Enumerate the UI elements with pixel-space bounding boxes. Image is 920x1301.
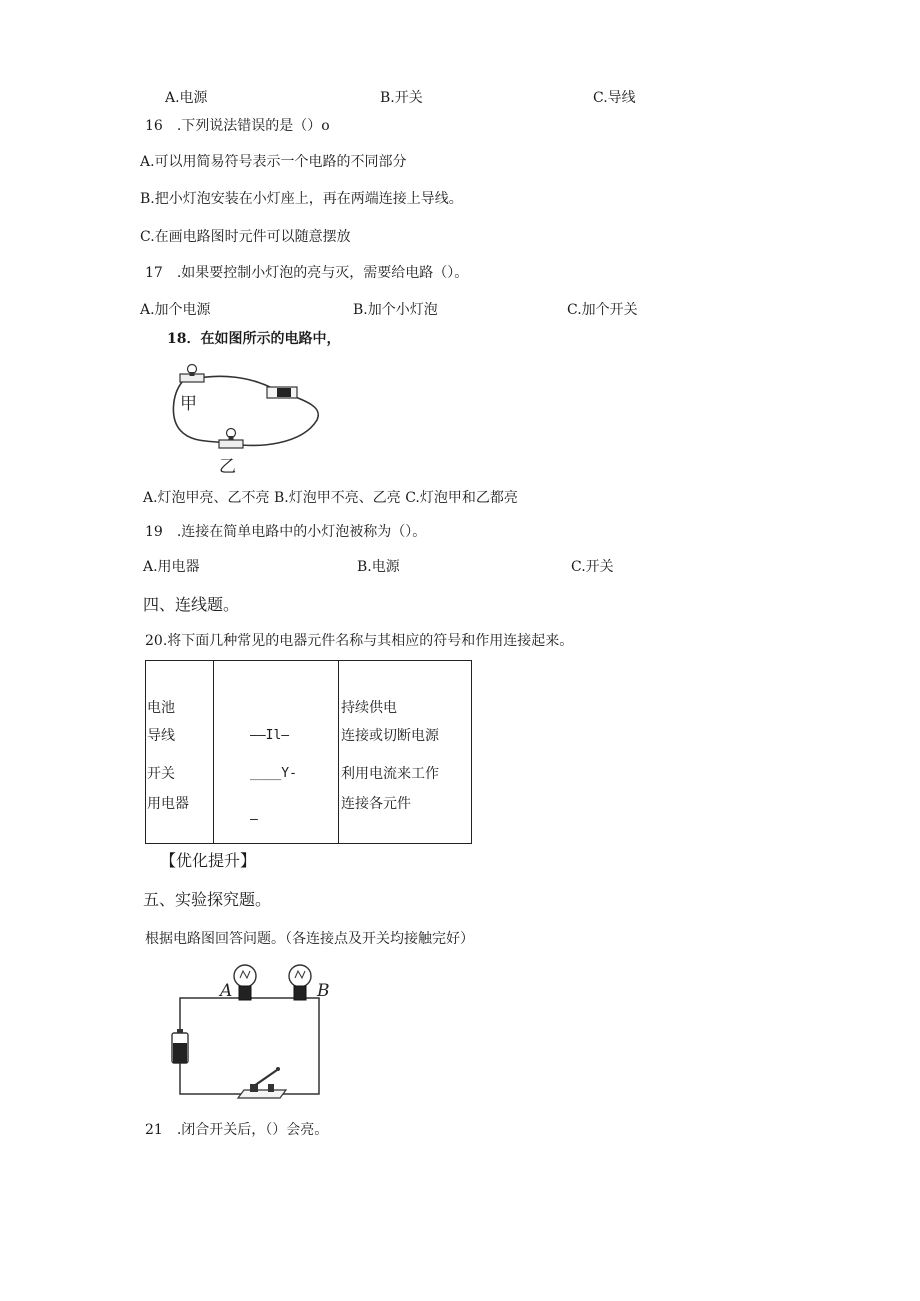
q18-options: A.灯泡甲亮、乙不亮 B.灯泡甲不亮、乙亮 C.灯泡甲和乙都亮 — [143, 490, 518, 506]
name-battery: 电池 — [147, 700, 175, 716]
q17-option-a: A.加个电源 — [140, 302, 211, 318]
label-a: A — [220, 981, 233, 1001]
q16-stem: 16 .下列说法错误的是（）o — [145, 118, 330, 134]
function-work: 利用电流来工作 — [341, 766, 439, 782]
knife-switch-icon — [238, 1067, 286, 1098]
experiment-circuit-figure — [160, 958, 335, 1110]
section5-title: 五、实验探究题。 — [143, 890, 272, 909]
q15-option-a: A.电源 — [165, 90, 208, 106]
name-switch: 开关 — [147, 766, 175, 782]
label-b: B — [317, 981, 330, 1001]
q16-option-b: B.把小灯泡安装在小灯座上，再在两端连接上导线。 — [140, 191, 463, 207]
bulb-b-icon — [289, 965, 311, 1000]
q16-option-c: C.在画电路图时元件可以随意摆放 — [140, 229, 351, 245]
q15-option-b: B.开关 — [380, 90, 423, 106]
q17-option-b: B.加个小灯泡 — [353, 302, 438, 318]
symbol-3: — — [250, 812, 258, 827]
symbol-1: ——Il— — [250, 728, 290, 743]
q18-stem: 18．在如图所示的电路中， — [167, 331, 341, 347]
optimize-title: 【优化提升】 — [160, 851, 257, 870]
function-switch: 连接或切断电源 — [341, 728, 439, 744]
q18-circuit-figure — [162, 360, 332, 478]
q17-stem: 17 .如果要控制小灯泡的亮与灭，需要给电路（）。 — [145, 265, 469, 281]
name-appliance: 用电器 — [147, 796, 189, 812]
q19-option-c: C.开关 — [571, 559, 614, 575]
label-jia: 甲 — [180, 394, 197, 414]
bulb-yi-icon — [219, 429, 243, 449]
q15-option-c: C.导线 — [593, 90, 636, 106]
experiment-intro: 根据电路图回答问题。（各连接点及开关均接触完好） — [145, 931, 474, 947]
function-connect: 连接各元件 — [341, 796, 411, 812]
section4-title: 四、连线题。 — [143, 595, 240, 614]
battery-icon — [172, 1029, 188, 1063]
symbol-2: ____Y- — [250, 766, 297, 781]
battery-icon — [267, 387, 297, 398]
matching-table — [145, 660, 472, 844]
circuit-wire — [180, 998, 319, 1094]
name-wire: 导线 — [147, 728, 175, 744]
bulb-a-icon — [234, 965, 256, 1000]
q20-stem: 20.将下面几种常见的电器元件名称与其相应的符号和作用连接起来。 — [145, 633, 574, 649]
label-yi: 乙 — [219, 457, 236, 477]
q17-option-c: C.加个开关 — [567, 302, 638, 318]
q19-option-a: A.用电器 — [143, 559, 200, 575]
q21-stem: 21 .闭合开关后，（）会亮。 — [145, 1122, 329, 1138]
q19-stem: 19 .连接在简单电路中的小灯泡被称为（）。 — [145, 524, 427, 540]
q16-option-a: A.可以用简易符号表示一个电路的不同部分 — [140, 154, 407, 170]
function-supply: 持续供电 — [341, 700, 397, 716]
bulb-jia-icon — [180, 365, 204, 383]
q19-option-b: B.电源 — [357, 559, 400, 575]
